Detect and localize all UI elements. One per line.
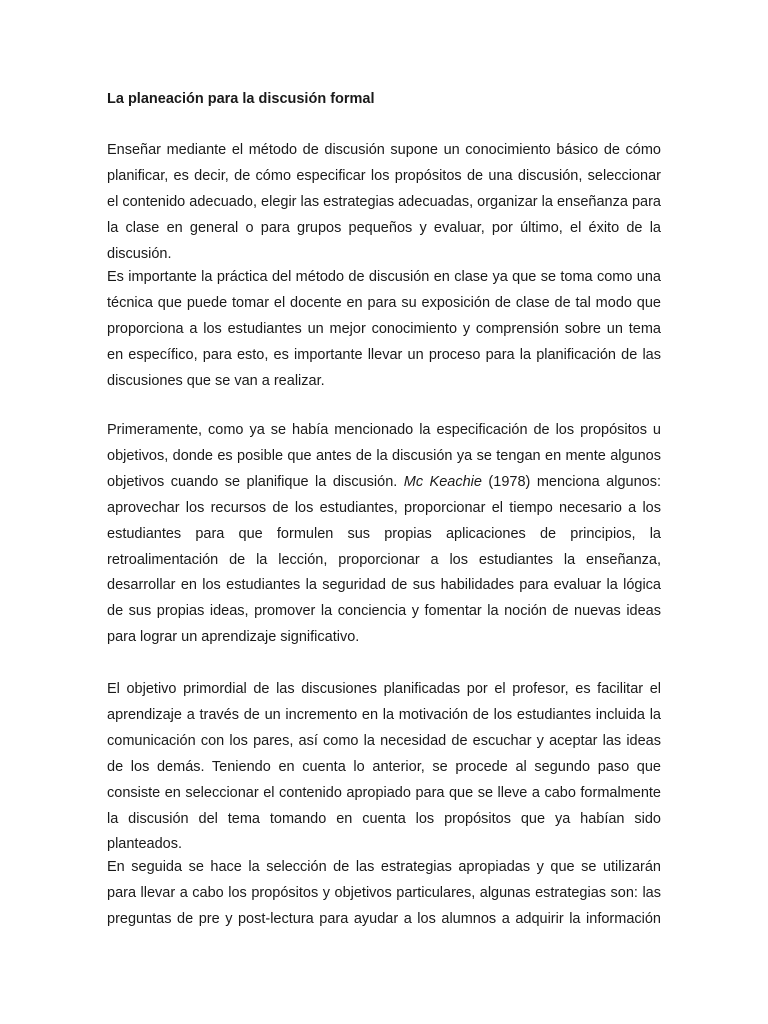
paragraph-2: Es importante la práctica del método de discusión en clase ya que se toma como una técnica que puede tomar el docente en para su exposición de clase de tal modo que proporciona a los estudiantes un mejor conocimiento y comprensión sobre un tema en específico, para esto, es importante llevar un proceso para la planificación de las discusiones que se van a realizar. bbox=[107, 269, 661, 389]
paragraph-5: En seguida se hace la selección de las estrategias apropiadas y que se utilizarán para llevar a cabo los propósitos y objetivos particulares, algunas estrategias son: las preguntas de pre y post-lectura para ayudar a los alumnos a adquirir la información bbox=[107, 859, 661, 927]
paragraph-3-text-before: Primeramente, como ya se había mencionado la especificación de los propósitos u objetivos, donde es posible que antes de la discusión ya se tengan en mente algunos objetivos cuando se planifique la discusión. bbox=[107, 422, 661, 490]
paragraph-4: El objetivo primordial de las discusiones planificadas por el profesor, es facilitar el aprendizaje a través de un incremento en la motivación de los estudiantes incluida la comunicación con los pares, así como la necesidad de escuchar y aceptar las ideas de los demás. Teniendo en cuenta lo anterior, se procede al segundo paso que consiste en seleccionar el contenido apropiado para que se lleve a cabo formalmente la discusión del tema tomando en cuenta los propósitos que ya habían sido planteados. bbox=[107, 681, 661, 853]
paragraph-1: Enseñar mediante el método de discusión supone un conocimiento básico de cómo planificar, es decir, de cómo especificar los propósitos de una discusión, seleccionar el contenido adecuado, elegir las estrategias adecuadas, organizar la enseñanza para la clase en general o para grupos pequeños y evaluar, por último, el éxito de la discusión. bbox=[107, 142, 661, 262]
paragraph-3-text-after: (1978) menciona algunos: aprovechar los recursos de los estudiantes, proporcionar el tiempo necesario a los estudiantes para que formulen sus propias aplicaciones de principios, la retroalimentación de la lección, proporcionar a los estudiantes la enseñanza, desarrollar en los estudiantes la seguridad de sus habilidades para evaluar la lógica de sus propias ideas, promover la conciencia y fomentar la noción de nuevas ideas para lograr un aprendizaje significativo. bbox=[107, 473, 661, 646]
paragraph-3 bbox=[107, 418, 661, 651]
cited-author: Mc Keachie bbox=[403, 473, 482, 490]
document-title: La planeación para la discusión formal bbox=[107, 91, 375, 107]
